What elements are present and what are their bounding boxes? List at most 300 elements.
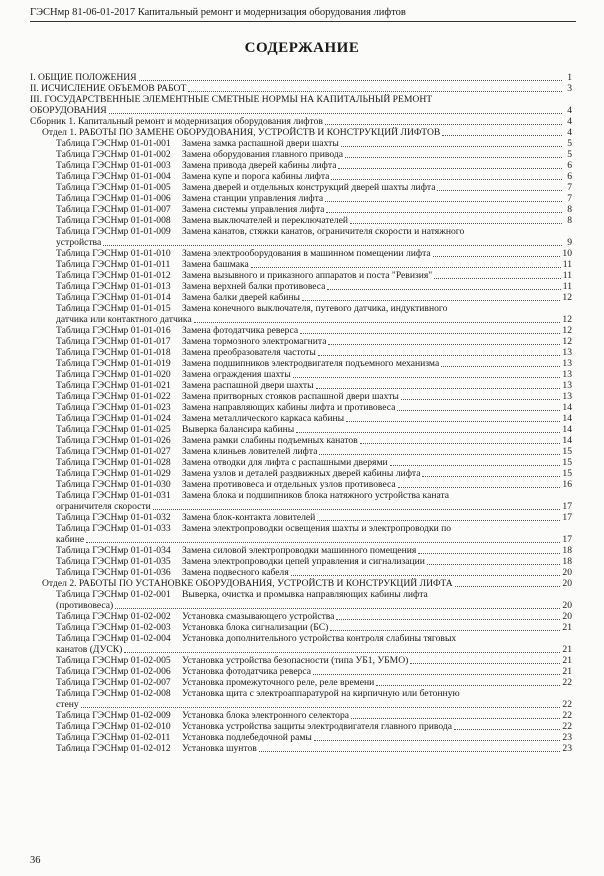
page-title: СОДЕРЖАНИЕ <box>244 40 360 56</box>
toc-line <box>56 622 572 633</box>
toc-page-number: 17 <box>562 501 572 512</box>
toc-table-number: Таблица ГЭСНмр 01-01-030 <box>56 479 171 490</box>
dot-leader <box>346 420 560 422</box>
dot-leader <box>81 706 561 708</box>
toc-entry[interactable] <box>30 259 572 270</box>
toc-table-number: Таблица ГЭСНмр 01-02-009 <box>56 710 171 721</box>
toc-line <box>56 556 572 567</box>
toc-description: Установка щита с электроаппаратурой на кирпичную или бетонную <box>182 688 460 699</box>
toc-continuation-line <box>56 314 572 325</box>
toc-page-number: 13 <box>562 358 572 369</box>
toc-description: Установка устройства безопасности (типа УБ1, УБМО) <box>182 655 409 666</box>
toc-line <box>56 655 572 666</box>
toc-page-number: 14 <box>562 424 572 435</box>
dot-leader <box>437 189 562 191</box>
toc-entry[interactable] <box>30 83 572 94</box>
toc-table-number: Таблица ГЭСНмр 01-02-010 <box>56 721 171 732</box>
toc-entry[interactable] <box>30 369 572 380</box>
toc-page-number: 12 <box>562 325 572 336</box>
toc-page-number: 1 <box>567 72 572 83</box>
toc-line <box>56 666 572 677</box>
toc-entry[interactable] <box>30 490 572 512</box>
toc-description: Замена электропроводки цепей управления и сигнализации <box>182 556 425 567</box>
dot-leader <box>326 211 562 213</box>
toc-page-number: 6 <box>567 171 572 182</box>
toc-table-number: Таблица ГЭСНмр 01-01-025 <box>56 424 171 435</box>
toc-description: Замена тормозного электромагнита <box>182 336 327 347</box>
toc-entry[interactable] <box>30 215 572 226</box>
dot-leader <box>360 442 561 444</box>
dot-leader <box>398 486 561 488</box>
toc-entry[interactable] <box>30 281 572 292</box>
toc-description: Замена купе и порога кабины лифта <box>182 171 330 182</box>
toc-page-number: 17 <box>562 534 572 545</box>
toc-page-number: 20 <box>562 578 572 589</box>
toc-entry[interactable] <box>30 347 572 358</box>
toc-line <box>56 391 572 402</box>
toc-line <box>56 479 572 490</box>
toc-description: Замена противовеса и отдельных узлов противовеса <box>182 479 396 490</box>
toc-table-number: Таблица ГЭСНмр 01-01-003 <box>56 160 171 171</box>
toc-line <box>56 512 572 523</box>
dot-leader <box>325 123 562 125</box>
toc-page-number: 9 <box>567 237 572 248</box>
toc-table-number: Таблица ГЭСНмр 01-01-031 <box>56 490 171 501</box>
toc-line <box>56 259 572 270</box>
toc-line <box>56 677 572 688</box>
dot-leader <box>293 376 561 378</box>
toc-heading: Отдел 1. РАБОТЫ ПО ЗАМЕНЕ ОБОРУДОВАНИЯ, УСТРОЙСТВ И КОНСТРУКЦИЙ ЛИФТОВ <box>42 127 441 138</box>
toc-entry[interactable] <box>30 523 572 545</box>
toc-description: Замена фотодатчика реверса <box>182 325 299 336</box>
toc-entry[interactable] <box>30 622 572 633</box>
toc-continuation-text: датчика или контактного датчика <box>56 314 192 325</box>
toc-table-number: Таблица ГЭСНмр 01-01-026 <box>56 435 171 446</box>
toc-entry[interactable] <box>30 446 572 457</box>
toc-line <box>30 94 572 105</box>
toc-table-number: Таблица ГЭСНмр 01-01-024 <box>56 413 171 424</box>
toc-page-number: 20 <box>562 567 572 578</box>
toc-entry[interactable] <box>30 248 572 259</box>
dot-leader <box>418 552 560 554</box>
toc-line <box>56 193 572 204</box>
toc-entry[interactable] <box>30 94 572 116</box>
dot-leader <box>422 475 560 477</box>
toc-entry[interactable] <box>30 116 572 127</box>
toc-line <box>56 292 572 303</box>
toc-line <box>56 380 572 391</box>
toc-page-number: 14 <box>562 402 572 413</box>
toc-entry[interactable] <box>30 182 572 193</box>
toc-continuation-line <box>30 105 572 116</box>
toc-description: Замена канатов, стяжки канатов, ограничителя скорости и натяжного <box>182 226 465 237</box>
dot-leader <box>316 387 561 389</box>
toc-entry[interactable] <box>30 578 572 589</box>
toc-entry[interactable] <box>30 292 572 303</box>
toc-page-number: 11 <box>562 259 572 270</box>
toc-description: Замена силовой электропроводки машинного помещения <box>182 545 417 556</box>
toc-table-number: Таблица ГЭСНмр 01-02-001 <box>56 589 171 600</box>
toc-entry[interactable] <box>30 226 572 248</box>
toc-entry[interactable] <box>30 171 572 182</box>
toc-line <box>56 413 572 424</box>
toc-description: Замена рамки слабины подъемных канатов <box>182 435 358 446</box>
toc-line <box>56 611 572 622</box>
dot-leader <box>318 354 561 356</box>
toc-description: Замена привода дверей кабины лифта <box>182 160 337 171</box>
toc-table-number: Таблица ГЭСНмр 01-02-007 <box>56 677 171 688</box>
toc-line <box>56 721 572 732</box>
dot-leader <box>194 321 561 323</box>
dot-leader <box>302 299 560 301</box>
table-of-contents <box>30 72 572 754</box>
toc-page-number: 7 <box>567 193 572 204</box>
toc-line <box>56 523 572 534</box>
toc-description: Установка блока электронного селектора <box>182 710 350 721</box>
dot-leader <box>454 728 560 730</box>
toc-table-number: Таблица ГЭСНмр 01-01-007 <box>56 204 171 215</box>
toc-line <box>56 468 572 479</box>
dot-leader <box>376 684 560 686</box>
toc-table-number: Таблица ГЭСНмр 01-01-008 <box>56 215 171 226</box>
dot-leader <box>296 431 560 433</box>
toc-line <box>56 138 572 149</box>
toc-table-number: Таблица ГЭСНмр 01-01-027 <box>56 446 171 457</box>
toc-heading: Отдел 2. РАБОТЫ ПО УСТАНОВКЕ ОБОРУДОВАНИЯ, УСТРОЙСТВ И КОНСТРУКЦИЙ ЛИФТА <box>42 578 453 589</box>
toc-table-number: Таблица ГЭСНмр 01-01-021 <box>56 380 171 391</box>
dot-leader <box>390 464 561 466</box>
toc-description: Замена электропроводки освещения шахты и электропроводки по <box>182 523 452 534</box>
toc-page-number: 13 <box>562 347 572 358</box>
toc-table-number: Таблица ГЭСНмр 01-01-028 <box>56 457 171 468</box>
dot-leader <box>338 167 562 169</box>
dot-leader <box>300 332 560 334</box>
toc-table-number: Таблица ГЭСНмр 01-02-006 <box>56 666 171 677</box>
dot-leader <box>86 541 560 543</box>
toc-table-number: Таблица ГЭСНмр 01-02-011 <box>56 732 171 743</box>
toc-line <box>30 83 572 94</box>
toc-page-number: 5 <box>567 138 572 149</box>
toc-line <box>42 127 572 138</box>
toc-entry[interactable] <box>30 160 572 171</box>
dot-leader <box>314 739 561 741</box>
dot-leader <box>115 607 560 609</box>
toc-table-number: Таблица ГЭСНмр 01-01-020 <box>56 369 171 380</box>
toc-page-number: 22 <box>562 677 572 688</box>
toc-page-number: 15 <box>562 457 572 468</box>
toc-entry[interactable] <box>30 479 572 490</box>
toc-line <box>56 336 572 347</box>
toc-entry[interactable] <box>30 380 572 391</box>
toc-continuation-text: канатов (ДУСК) <box>56 644 123 655</box>
toc-description: Установка фотодатчика реверса <box>182 666 312 677</box>
toc-description: Замена оборудования главного привода <box>182 149 343 160</box>
toc-continuation-line <box>56 644 572 655</box>
dot-leader <box>328 343 560 345</box>
toc-description: Замена притворных стояков распашной двери шахты <box>182 391 399 402</box>
toc-page-number: 18 <box>562 545 572 556</box>
toc-table-number: Таблица ГЭСНмр 01-01-033 <box>56 523 171 534</box>
toc-table-number: Таблица ГЭСНмр 01-01-032 <box>56 512 171 523</box>
toc-table-number: Таблица ГЭСНмр 01-01-005 <box>56 182 171 193</box>
dot-leader <box>434 277 561 279</box>
toc-line <box>56 204 572 215</box>
toc-table-number: Таблица ГЭСНмр 01-01-035 <box>56 556 171 567</box>
toc-page-number: 15 <box>562 468 572 479</box>
dot-leader <box>291 574 561 576</box>
toc-entry[interactable] <box>30 710 572 721</box>
toc-table-number: Таблица ГЭСНмр 01-01-016 <box>56 325 171 336</box>
toc-line <box>56 457 572 468</box>
toc-page-number: 5 <box>567 149 572 160</box>
toc-page-number: 10 <box>562 248 572 259</box>
toc-description: Замена электрооборудования в машинном помещении лифта <box>182 248 431 259</box>
toc-description: Замена башмака <box>182 259 249 270</box>
dot-leader <box>397 409 560 411</box>
toc-table-number: Таблица ГЭСНмр 01-01-002 <box>56 149 171 160</box>
toc-page-number: 23 <box>562 732 572 743</box>
toc-page-number: 7 <box>567 182 572 193</box>
dot-leader <box>341 145 562 147</box>
dot-leader <box>259 750 561 752</box>
toc-continuation-text: устройства <box>56 237 102 248</box>
toc-page-number: 14 <box>562 413 572 424</box>
page-number: 36 <box>30 855 41 866</box>
toc-entry[interactable] <box>30 270 572 281</box>
dot-leader <box>350 222 562 224</box>
toc-entry[interactable] <box>30 336 572 347</box>
dot-leader <box>153 508 561 510</box>
toc-table-number: Таблица ГЭСНмр 01-01-036 <box>56 567 171 578</box>
toc-page-number: 12 <box>562 314 572 325</box>
toc-page-number: 4 <box>567 127 572 138</box>
toc-line <box>30 116 572 127</box>
toc-line <box>56 490 572 501</box>
toc-entry[interactable] <box>30 545 572 556</box>
toc-entry[interactable] <box>30 391 572 402</box>
toc-page-number: 8 <box>567 215 572 226</box>
toc-page-number: 13 <box>562 380 572 391</box>
toc-entry[interactable] <box>30 556 572 567</box>
toc-table-number: Таблица ГЭСНмр 01-01-017 <box>56 336 171 347</box>
toc-line <box>56 710 572 721</box>
toc-line <box>56 358 572 369</box>
toc-heading: III. ГОСУДАРСТВЕННЫЕ ЭЛЕМЕНТНЫЕ СМЕТНЫЕ НОРМЫ НА КАПИТАЛЬНЫЙ РЕМОНТ <box>30 94 433 105</box>
toc-continuation-text: (противовеса) <box>56 600 114 611</box>
toc-table-number: Таблица ГЭСНмр 01-01-018 <box>56 347 171 358</box>
toc-page-number: 6 <box>567 160 572 171</box>
dot-leader <box>442 134 562 136</box>
toc-description: Замена вызывного и приказного аппаратов и поста "Ревизия" <box>182 270 433 281</box>
toc-description: Замена дверей и отдельных конструкций дверей шахты лифта <box>182 182 436 193</box>
toc-line <box>56 589 572 600</box>
toc-description: Замена направляющих кабины лифта и противовеса <box>182 402 396 413</box>
toc-entry[interactable] <box>30 567 572 578</box>
toc-description: Замена ограждения шахты <box>182 369 291 380</box>
toc-line <box>56 270 572 281</box>
running-header: ГЭСНмр 81-06-01-2017 Капитальный ремонт и модернизация оборудования лифтов <box>30 6 576 22</box>
toc-entry[interactable] <box>30 204 572 215</box>
toc-description: Замена конечного выключателя, путевого датчика, индуктивного <box>182 303 448 314</box>
toc-heading: I. ОБЩИЕ ПОЛОЖЕНИЯ <box>30 72 137 83</box>
toc-table-number: Таблица ГЭСНмр 01-01-012 <box>56 270 171 281</box>
toc-line <box>56 424 572 435</box>
toc-line <box>56 303 572 314</box>
toc-entry[interactable] <box>30 677 572 688</box>
dot-leader <box>103 244 562 246</box>
dot-leader <box>427 563 560 565</box>
toc-line <box>56 149 572 160</box>
toc-table-number: Таблица ГЭСНмр 01-01-014 <box>56 292 171 303</box>
toc-page-number: 18 <box>562 556 572 567</box>
toc-line <box>56 226 572 237</box>
toc-description: Установка смазывающего устройства <box>182 611 335 622</box>
toc-entry[interactable] <box>30 633 572 655</box>
toc-continuation-text: ОБОРУДОВАНИЯ <box>30 105 107 116</box>
toc-entry[interactable] <box>30 666 572 677</box>
toc-entry[interactable] <box>30 457 572 468</box>
toc-page-number: 21 <box>562 655 572 666</box>
toc-description: Замена блок-контакта ловителей <box>182 512 316 523</box>
dot-leader <box>327 288 560 290</box>
dot-leader <box>251 266 561 268</box>
toc-table-number: Таблица ГЭСНмр 01-01-034 <box>56 545 171 556</box>
toc-description: Замена подшипников электродвигателя подъемного механизма <box>182 358 440 369</box>
toc-continuation-text: стену <box>56 699 79 710</box>
toc-description: Замена отводки для лифта с распашными дверями <box>182 457 388 468</box>
toc-line <box>56 160 572 171</box>
toc-entry[interactable] <box>30 512 572 523</box>
toc-entry[interactable] <box>30 743 572 754</box>
toc-page-number: 21 <box>562 666 572 677</box>
toc-entry[interactable] <box>30 138 572 149</box>
toc-entry[interactable] <box>30 413 572 424</box>
toc-continuation-text: ограничителя скорости <box>56 501 151 512</box>
toc-table-number: Таблица ГЭСНмр 01-01-015 <box>56 303 171 314</box>
toc-description: Замена распашной двери шахты <box>182 380 314 391</box>
toc-entry[interactable] <box>30 193 572 204</box>
toc-entry[interactable] <box>30 358 572 369</box>
toc-entry[interactable] <box>30 468 572 479</box>
dot-leader <box>188 90 562 92</box>
toc-page-number: 11 <box>562 270 572 281</box>
toc-table-number: Таблица ГЭСНмр 01-02-008 <box>56 688 171 699</box>
toc-entry[interactable] <box>30 72 572 83</box>
toc-description: Замена подвесного кабеля <box>182 567 289 578</box>
toc-line <box>56 248 572 259</box>
toc-page-number: 3 <box>567 83 572 94</box>
toc-entry[interactable] <box>30 149 572 160</box>
toc-entry[interactable] <box>30 303 572 325</box>
toc-entry[interactable] <box>30 589 572 611</box>
toc-entry[interactable] <box>30 435 572 446</box>
toc-description: Установка промежуточного реле, реле времени <box>182 677 375 688</box>
toc-description: Установка устройства защиты электродвигателя главного привода <box>182 721 453 732</box>
dot-leader <box>330 629 560 631</box>
toc-page-number: 8 <box>567 204 572 215</box>
dot-leader <box>351 717 560 719</box>
toc-table-number: Таблица ГЭСНмр 01-01-001 <box>56 138 171 149</box>
dot-leader <box>319 453 560 455</box>
toc-table-number: Таблица ГЭСНмр 01-02-002 <box>56 611 171 622</box>
toc-continuation-line <box>56 501 572 512</box>
dot-leader <box>331 178 562 180</box>
toc-description: Замена верхней балки противовеса <box>182 281 326 292</box>
toc-entry[interactable] <box>30 402 572 413</box>
toc-table-number: Таблица ГЭСНмр 01-01-023 <box>56 402 171 413</box>
toc-entry[interactable] <box>30 127 572 138</box>
toc-line <box>56 732 572 743</box>
dot-leader <box>441 365 560 367</box>
toc-page-number: 22 <box>562 710 572 721</box>
toc-line <box>30 72 572 83</box>
toc-page-number: 4 <box>567 105 572 116</box>
toc-page-number: 20 <box>562 611 572 622</box>
toc-page-number: 12 <box>562 336 572 347</box>
toc-line <box>56 435 572 446</box>
toc-description: Замена преобразователя частоты <box>182 347 316 358</box>
toc-heading: II. ИСЧИСЛЕНИЕ ОБЪЕМОВ РАБОТ <box>30 83 187 94</box>
toc-description: Замена замка распашной двери шахты <box>182 138 339 149</box>
toc-entry[interactable] <box>30 611 572 622</box>
toc-description: Замена выключателей и переключателей <box>182 215 348 226</box>
toc-description: Замена системы управления лифта <box>182 204 325 215</box>
toc-description: Выверка балансира кабины <box>182 424 295 435</box>
toc-line <box>56 215 572 226</box>
toc-table-number: Таблица ГЭСНмр 01-02-004 <box>56 633 171 644</box>
dot-leader <box>124 651 560 653</box>
toc-description: Установка шунтов <box>182 743 257 754</box>
toc-page-number: 22 <box>562 721 572 732</box>
toc-entry[interactable] <box>30 732 572 743</box>
dot-leader <box>336 618 560 620</box>
toc-table-number: Таблица ГЭСНмр 01-01-004 <box>56 171 171 182</box>
toc-entry[interactable] <box>30 325 572 336</box>
toc-page-number: 17 <box>562 512 572 523</box>
toc-continuation-line <box>56 237 572 248</box>
dot-leader <box>325 200 562 202</box>
toc-page-number: 11 <box>562 281 572 292</box>
toc-line <box>56 281 572 292</box>
toc-entry[interactable] <box>30 721 572 732</box>
toc-line <box>56 347 572 358</box>
toc-table-number: Таблица ГЭСНмр 01-02-012 <box>56 743 171 754</box>
toc-line <box>42 578 572 589</box>
toc-continuation-line <box>56 534 572 545</box>
toc-entry[interactable] <box>30 424 572 435</box>
toc-page-number: 15 <box>562 446 572 457</box>
toc-page-number: 22 <box>562 699 572 710</box>
toc-heading: Сборник 1. Капитальный ремонт и модернизация оборудования лифтов <box>30 116 323 127</box>
toc-line <box>56 369 572 380</box>
toc-table-number: Таблица ГЭСНмр 01-01-011 <box>56 259 171 270</box>
toc-description: Выверка, очистка и промывка направляющих кабины лифта <box>182 589 428 600</box>
toc-entry[interactable] <box>30 655 572 666</box>
toc-page-number: 23 <box>562 743 572 754</box>
toc-table-number: Таблица ГЭСНмр 01-01-022 <box>56 391 171 402</box>
toc-line <box>56 633 572 644</box>
toc-entry[interactable] <box>30 688 572 710</box>
toc-description: Замена металлического каркаса кабины <box>182 413 345 424</box>
toc-table-number: Таблица ГЭСНмр 01-01-013 <box>56 281 171 292</box>
toc-line <box>56 325 572 336</box>
toc-page-number: 20 <box>562 600 572 611</box>
toc-table-number: Таблица ГЭСНмр 01-01-006 <box>56 193 171 204</box>
toc-line <box>56 182 572 193</box>
toc-description: Установка подлебедочной рамы <box>182 732 312 743</box>
toc-line <box>56 567 572 578</box>
toc-page-number: 16 <box>562 479 572 490</box>
